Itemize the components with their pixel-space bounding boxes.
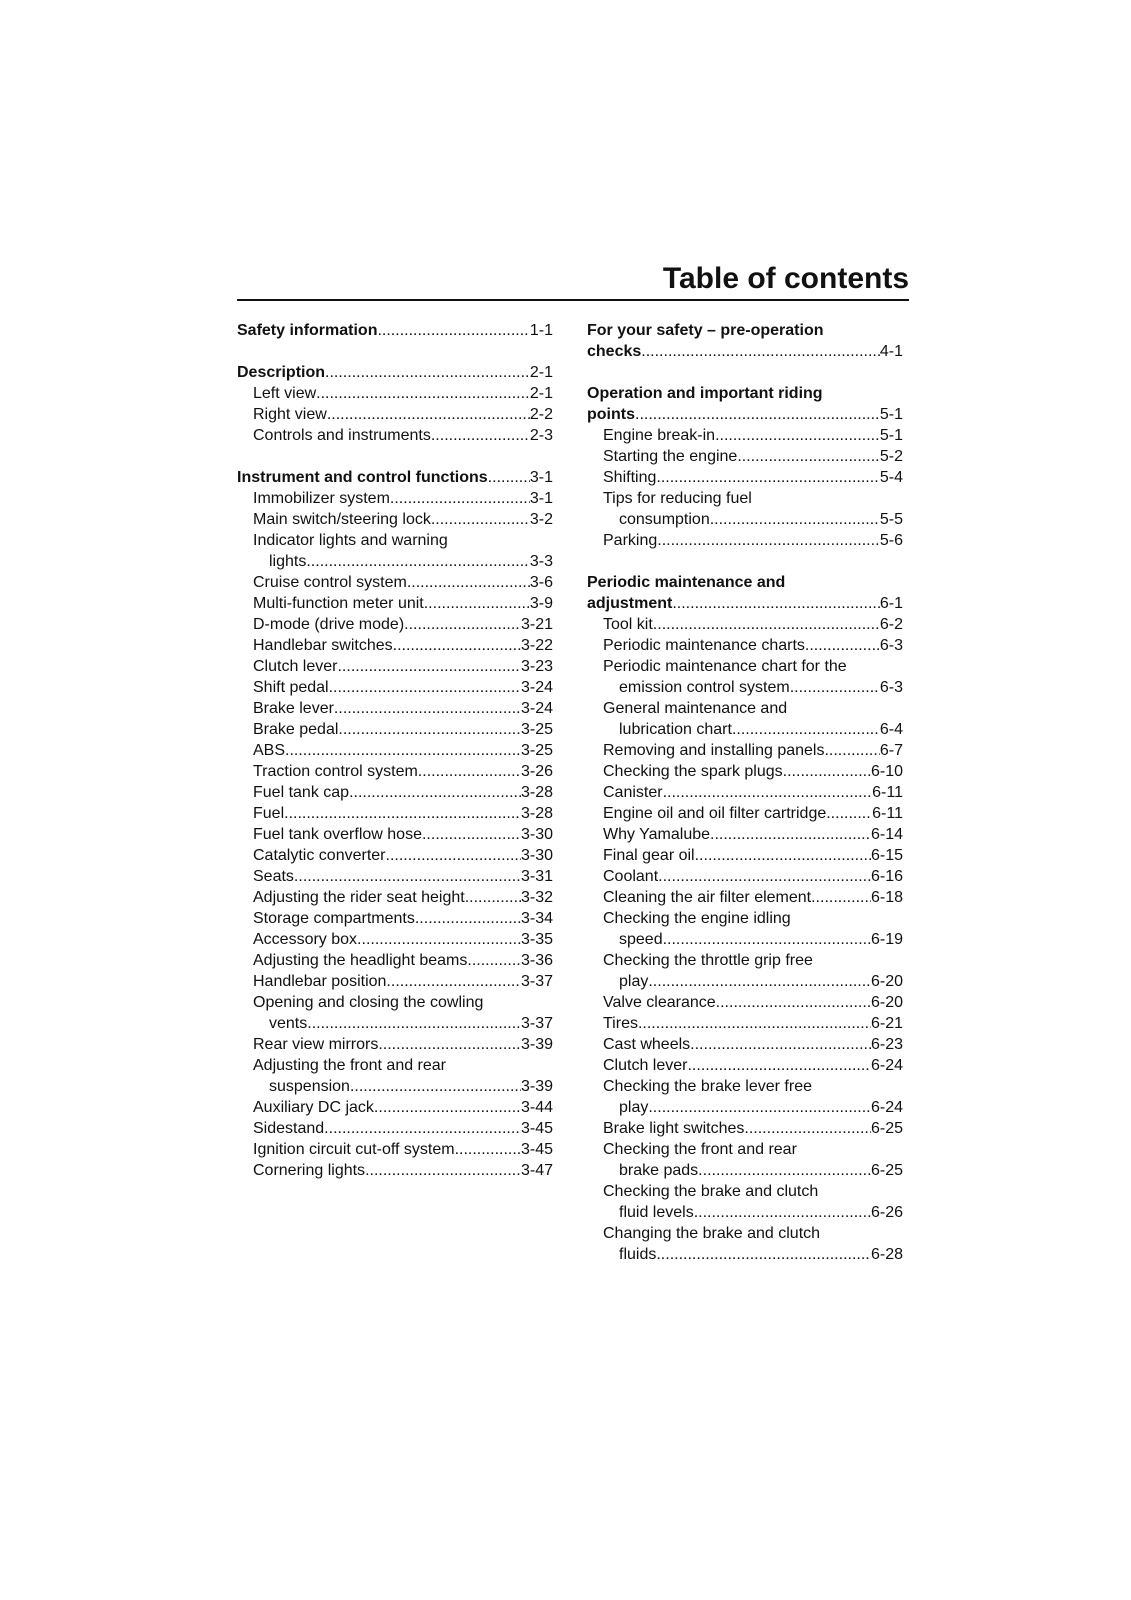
toc-entry-title: Storage compartments <box>253 910 415 927</box>
dot-leader <box>307 1013 521 1034</box>
toc-entry[interactable] <box>587 530 903 551</box>
toc-entry[interactable] <box>237 803 553 824</box>
toc-section-heading[interactable] <box>237 362 553 383</box>
dot-leader <box>407 572 530 593</box>
toc-entry[interactable] <box>237 593 553 614</box>
toc-entry-title: brake pads <box>619 1162 699 1179</box>
toc-entry-title: Checking the spark plugs <box>603 763 783 780</box>
toc-page-number: 6-20 <box>870 994 903 1011</box>
section-gap <box>587 362 903 383</box>
toc-entry-title: Immobilizer system <box>253 490 390 507</box>
dot-leader <box>732 719 880 740</box>
toc-section-heading[interactable] <box>237 467 553 488</box>
dot-leader <box>710 509 880 530</box>
toc-entry-title: adjustment <box>587 595 673 612</box>
toc-page-number: 4-1 <box>879 343 903 360</box>
toc-page-number: 3-23 <box>520 658 553 675</box>
toc-page-number: 6-24 <box>870 1057 903 1074</box>
toc-page-number: 6-4 <box>879 721 903 738</box>
toc-page-number: 3-6 <box>529 574 553 591</box>
dot-leader <box>737 446 880 467</box>
toc-entry[interactable] <box>237 1055 553 1097</box>
toc-page-number: 3-25 <box>520 721 553 738</box>
toc-entry[interactable] <box>237 677 553 698</box>
toc-entry-title: emission control system <box>619 679 790 696</box>
toc-page-number: 3-2 <box>529 511 553 528</box>
toc-entry[interactable] <box>587 803 903 824</box>
dot-leader <box>386 845 521 866</box>
toc-page-number: 6-7 <box>879 742 903 759</box>
toc-page-number: 6-10 <box>870 763 903 780</box>
toc-entry[interactable] <box>587 845 903 866</box>
toc-entry-title: Ignition circuit cut-off system <box>253 1141 455 1158</box>
toc-entry[interactable] <box>587 908 903 950</box>
dot-leader <box>657 530 880 551</box>
toc-entry-title: Left view <box>253 385 317 402</box>
dot-leader <box>415 908 521 929</box>
toc-entry-title: Main switch/steering lock <box>253 511 431 528</box>
dot-leader <box>641 341 880 362</box>
toc-entry-title: ABS <box>253 742 286 759</box>
dot-leader <box>386 971 521 992</box>
toc-entry[interactable] <box>237 929 553 950</box>
toc-entry-title: Coolant <box>603 868 659 885</box>
toc-entry[interactable] <box>587 635 903 656</box>
toc-entry[interactable] <box>587 1223 903 1265</box>
toc-entry-title: Indicator lights and warning <box>253 532 448 549</box>
toc-entry[interactable] <box>587 1181 903 1223</box>
toc-entry[interactable] <box>587 614 903 635</box>
dot-leader <box>357 929 521 950</box>
toc-entry-title: Tires <box>603 1015 638 1032</box>
toc-entry-title: fluid levels <box>619 1204 694 1221</box>
dot-leader <box>325 362 530 383</box>
section-gap <box>237 446 553 467</box>
dot-leader <box>377 320 529 341</box>
toc-entry-title: Why Yamalube <box>603 826 711 843</box>
toc-entry-title: Checking the throttle grip free <box>603 952 813 969</box>
toc-page-number: 3-37 <box>520 973 553 990</box>
toc-page-number: 3-9 <box>529 595 553 612</box>
toc-entry[interactable] <box>237 1097 553 1118</box>
dot-leader <box>404 614 521 635</box>
toc-entry-title: General maintenance and <box>603 700 788 717</box>
toc-page-number: 5-5 <box>879 511 903 528</box>
toc-entry[interactable] <box>237 509 553 530</box>
dot-leader <box>811 887 871 908</box>
toc-entry-title: Handlebar position <box>253 973 387 990</box>
toc-entry-title: Auxiliary DC jack <box>253 1099 374 1116</box>
dot-leader <box>783 761 871 782</box>
toc-entry-title: consumption <box>619 511 710 528</box>
toc-entry[interactable] <box>237 845 553 866</box>
toc-entry-title: Handlebar switches <box>253 637 393 654</box>
toc-entry-title: Checking the brake lever free <box>603 1078 812 1095</box>
toc-entry-title: Periodic maintenance charts <box>603 637 805 654</box>
toc-entry[interactable] <box>237 887 553 908</box>
toc-page-number: 6-25 <box>870 1120 903 1137</box>
dot-leader <box>635 404 880 425</box>
toc-page-number: 6-19 <box>870 931 903 948</box>
toc-page-number: 3-37 <box>520 1015 553 1032</box>
toc-entry[interactable] <box>587 887 903 908</box>
toc-page-number: 6-26 <box>870 1204 903 1221</box>
toc-entry[interactable] <box>237 1118 553 1139</box>
toc-page-number: 6-16 <box>870 868 903 885</box>
toc-entry[interactable] <box>237 614 553 635</box>
dot-leader <box>378 1034 521 1055</box>
toc-page-number: 2-1 <box>529 364 553 381</box>
toc-entry[interactable] <box>587 446 903 467</box>
dot-leader <box>334 698 521 719</box>
toc-entry-title: Engine oil and oil filter cartridge <box>603 805 827 822</box>
toc-entry[interactable] <box>237 824 553 845</box>
toc-entry-title: vents <box>269 1015 308 1032</box>
toc-entry-title: play <box>619 1099 649 1116</box>
toc-page-number: 5-1 <box>879 427 903 444</box>
toc-page-number: 6-18 <box>870 889 903 906</box>
toc-entry-title: Opening and closing the cowling <box>253 994 484 1011</box>
toc-entry[interactable] <box>587 824 903 845</box>
toc-page-number: 6-28 <box>870 1246 903 1263</box>
toc-page-number: 3-30 <box>520 826 553 843</box>
toc-entry-title: Adjusting the headlight beams <box>253 952 468 969</box>
toc-page-number: 3-32 <box>520 889 553 906</box>
toc-page-number: 3-39 <box>520 1078 553 1095</box>
dot-leader <box>716 992 871 1013</box>
toc-page-number: 3-24 <box>520 700 553 717</box>
toc-entry-title: Accessory box <box>253 931 358 948</box>
dot-leader <box>488 467 530 488</box>
toc-page-number: 5-6 <box>879 532 903 549</box>
toc-page-number: 6-20 <box>870 973 903 990</box>
dot-leader <box>698 1160 871 1181</box>
toc-entry[interactable] <box>587 782 903 803</box>
toc-entry[interactable] <box>237 572 553 593</box>
toc-page-number: 5-4 <box>879 469 903 486</box>
toc-entry[interactable] <box>587 950 903 992</box>
toc-entry-title: Cast wheels <box>603 1036 691 1053</box>
toc-entry-title: Starting the engine <box>603 448 738 465</box>
toc-page-number: 3-26 <box>520 763 553 780</box>
dot-leader <box>695 845 871 866</box>
page-title: Table of contents <box>662 262 909 295</box>
toc-page-number: 3-34 <box>520 910 553 927</box>
toc-page-number: 2-1 <box>529 385 553 402</box>
toc-page-number: 3-45 <box>520 1141 553 1158</box>
toc-entry[interactable] <box>587 1055 903 1076</box>
toc-page-number: 3-3 <box>529 553 553 570</box>
toc-entry[interactable] <box>237 383 553 404</box>
dot-leader <box>715 425 880 446</box>
toc-entry-title: Brake light switches <box>603 1120 745 1137</box>
dot-leader <box>422 824 521 845</box>
toc-entry-title: Catalytic converter <box>253 847 386 864</box>
dot-leader <box>365 1160 521 1181</box>
toc-entry[interactable] <box>237 740 553 761</box>
toc-entry[interactable] <box>237 1139 553 1160</box>
toc-entry[interactable] <box>587 1013 903 1034</box>
dot-leader <box>294 866 521 887</box>
toc-entry-title: Cruise control system <box>253 574 407 591</box>
toc-entry[interactable] <box>587 761 903 782</box>
toc-entry-title: Periodic maintenance and <box>587 574 786 591</box>
toc-entry-title: Multi-function meter unit <box>253 595 424 612</box>
dot-leader <box>431 425 530 446</box>
toc-entry-title: Parking <box>603 532 658 549</box>
toc-page-number: 6-2 <box>879 616 903 633</box>
toc-entry[interactable] <box>237 1160 553 1181</box>
toc-entry-title: Brake lever <box>253 700 334 717</box>
dot-leader <box>329 677 521 698</box>
dot-leader <box>663 929 871 950</box>
dot-leader <box>465 887 521 908</box>
toc-page-number: 6-11 <box>872 805 903 822</box>
toc-page-number: 3-25 <box>520 742 553 759</box>
dot-leader <box>656 1244 871 1265</box>
toc-page-number: 3-22 <box>520 637 553 654</box>
toc-entry-title: points <box>587 406 635 423</box>
toc-entry-title: Changing the brake and clutch <box>603 1225 821 1242</box>
dot-leader <box>710 824 871 845</box>
dot-leader <box>653 614 880 635</box>
toc-section-heading[interactable] <box>587 383 903 425</box>
toc-entry[interactable] <box>237 971 553 992</box>
dot-leader <box>648 1097 871 1118</box>
dot-leader <box>324 1118 521 1139</box>
toc-entry-title: Brake pedal <box>253 721 339 738</box>
dot-leader <box>744 1118 871 1139</box>
toc-page-number: 6-23 <box>870 1036 903 1053</box>
toc-page-number: 6-24 <box>870 1099 903 1116</box>
toc-entry-title: Controls and instruments <box>253 427 431 444</box>
dot-leader <box>285 740 521 761</box>
dot-leader <box>327 404 530 425</box>
toc-entry-title: speed <box>619 931 663 948</box>
toc-page-number: 6-11 <box>872 784 903 801</box>
dot-leader <box>424 593 530 614</box>
toc-entry[interactable] <box>237 698 553 719</box>
toc-entry-title: D-mode (drive mode) <box>253 616 405 633</box>
section-gap <box>587 551 903 572</box>
toc-entry[interactable] <box>237 425 553 446</box>
toc-right-column <box>587 320 903 1265</box>
dot-leader <box>455 1139 521 1160</box>
dot-leader <box>350 1076 521 1097</box>
dot-leader <box>672 593 880 614</box>
dot-leader <box>648 971 871 992</box>
toc-entry-title: Sidestand <box>253 1120 325 1137</box>
toc-entry-title: Engine break-in <box>603 427 716 444</box>
toc-entry-title: Removing and installing panels <box>603 742 825 759</box>
toc-entry-title: Cleaning the air filter element <box>603 889 812 906</box>
dot-leader <box>393 635 521 656</box>
toc-entry-title: Fuel tank overflow hose <box>253 826 422 843</box>
title-rule <box>237 299 909 301</box>
toc-entry-title: suspension <box>269 1078 350 1095</box>
toc-entry[interactable] <box>237 866 553 887</box>
toc-page-number: 6-3 <box>879 679 903 696</box>
toc-page-number: 6-14 <box>870 826 903 843</box>
dot-leader <box>805 635 880 656</box>
toc-page-number: 3-47 <box>520 1162 553 1179</box>
dot-leader <box>316 383 530 404</box>
toc-entry[interactable] <box>587 425 903 446</box>
toc-entry[interactable] <box>237 635 553 656</box>
dot-leader <box>656 467 880 488</box>
dot-leader <box>284 803 521 824</box>
toc-entry-title: lubrication chart <box>619 721 732 738</box>
dot-leader <box>694 1202 871 1223</box>
toc-entry-title: Canister <box>603 784 663 801</box>
toc-entry-title: play <box>619 973 649 990</box>
toc-page-number: 3-1 <box>529 469 553 486</box>
toc-entry-title: For your safety – pre-operation <box>587 322 824 339</box>
toc-page-number: 3-36 <box>520 952 553 969</box>
dot-leader <box>431 509 530 530</box>
toc-entry[interactable] <box>587 992 903 1013</box>
toc-entry-title: Safety information <box>237 322 378 339</box>
dot-leader <box>690 1034 871 1055</box>
toc-entry-title: Fuel tank cap <box>253 784 350 801</box>
toc-entry-title: Final gear oil <box>603 847 695 864</box>
toc-page-number: 2-2 <box>529 406 553 423</box>
toc-entry-title: Shift pedal <box>253 679 329 696</box>
toc-page-number: 3-30 <box>520 847 553 864</box>
toc-entry[interactable] <box>587 467 903 488</box>
toc-section-heading[interactable] <box>587 572 903 614</box>
toc-entry-title: Cornering lights <box>253 1162 366 1179</box>
toc-entry-title: Tool kit <box>603 616 653 633</box>
toc-entry-title: Traction control system <box>253 763 418 780</box>
dot-leader <box>349 782 521 803</box>
dot-leader <box>374 1097 521 1118</box>
toc-entry-title: Clutch lever <box>603 1057 688 1074</box>
toc-page-number: 1-1 <box>529 322 553 339</box>
toc-entry[interactable] <box>587 1034 903 1055</box>
toc-entry-title: Periodic maintenance chart for the <box>603 658 847 675</box>
toc-entry[interactable] <box>587 1139 903 1181</box>
dot-leader <box>824 740 879 761</box>
toc-entry-title: Checking the front and rear <box>603 1141 797 1158</box>
toc-entry[interactable] <box>587 656 903 698</box>
toc-entry-title: Adjusting the rider seat height <box>253 889 465 906</box>
toc-entry-title: Checking the engine idling <box>603 910 791 927</box>
toc-entry-title: Right view <box>253 406 327 423</box>
toc-entry[interactable] <box>237 488 553 509</box>
toc-entry[interactable] <box>587 740 903 761</box>
toc-entry[interactable] <box>587 1118 903 1139</box>
toc-entry-title: Rear view mirrors <box>253 1036 379 1053</box>
toc-entry[interactable] <box>237 404 553 425</box>
toc-page-number: 3-28 <box>520 805 553 822</box>
toc-entry[interactable] <box>587 866 903 887</box>
toc-page-number: 3-31 <box>520 868 553 885</box>
toc-entry[interactable] <box>237 656 553 677</box>
toc-page-number: 5-2 <box>879 448 903 465</box>
dot-leader <box>790 677 880 698</box>
toc-entry[interactable] <box>587 1076 903 1118</box>
toc-entry[interactable] <box>237 1034 553 1055</box>
dot-leader <box>337 656 520 677</box>
toc-page-number: 3-28 <box>520 784 553 801</box>
toc-page-number: 3-35 <box>520 931 553 948</box>
toc-page-number: 6-3 <box>879 637 903 654</box>
toc-page-number: 3-21 <box>520 616 553 633</box>
toc-page-number: 5-1 <box>879 406 903 423</box>
toc-entry-title: Valve clearance <box>603 994 716 1011</box>
dot-leader <box>306 551 530 572</box>
toc-entry[interactable] <box>237 719 553 740</box>
dot-leader <box>467 950 521 971</box>
toc-entry-title: lights <box>269 553 307 570</box>
toc-section-heading[interactable] <box>237 320 553 341</box>
dot-leader <box>826 803 872 824</box>
toc-entry[interactable] <box>237 761 553 782</box>
toc-entry[interactable] <box>587 698 903 740</box>
toc-entry[interactable] <box>237 992 553 1034</box>
toc-entry-title: Seats <box>253 868 294 885</box>
toc-entry-title: Description <box>237 364 326 381</box>
toc-entry-title: Fuel <box>253 805 285 822</box>
toc-entry-title: fluids <box>619 1246 657 1263</box>
toc-left-column <box>237 320 553 1181</box>
toc-entry-title: Instrument and control functions <box>237 469 488 486</box>
toc-page-number: 6-21 <box>870 1015 903 1032</box>
dot-leader <box>687 1055 870 1076</box>
dot-leader <box>658 866 871 887</box>
toc-page-number: 6-25 <box>870 1162 903 1179</box>
toc-page-number: 6-15 <box>870 847 903 864</box>
dot-leader <box>390 488 530 509</box>
dot-leader <box>338 719 521 740</box>
section-gap <box>237 341 553 362</box>
toc-entry[interactable] <box>587 488 903 530</box>
toc-entry-title: checks <box>587 343 642 360</box>
toc-page-number: 3-24 <box>520 679 553 696</box>
toc-entry-title: Clutch lever <box>253 658 338 675</box>
toc-page-number: 3-1 <box>529 490 553 507</box>
toc-entry-title: Shifting <box>603 469 657 486</box>
toc-page-number: 3-44 <box>520 1099 553 1116</box>
toc-entry[interactable] <box>237 950 553 971</box>
toc-section-heading[interactable] <box>587 320 903 362</box>
toc-entry[interactable] <box>237 530 553 572</box>
dot-leader <box>418 761 521 782</box>
toc-entry-title: Tips for reducing fuel <box>603 490 752 507</box>
toc-entry-title: Adjusting the front and rear <box>253 1057 447 1074</box>
dot-leader <box>638 1013 871 1034</box>
toc-entry-title: Operation and important riding <box>587 385 823 402</box>
toc-entry-title: Checking the brake and clutch <box>603 1183 819 1200</box>
toc-page-number: 6-1 <box>879 595 903 612</box>
toc-entry[interactable] <box>237 782 553 803</box>
toc-entry[interactable] <box>237 908 553 929</box>
toc-page-number: 3-45 <box>520 1120 553 1137</box>
toc-page-number: 3-39 <box>520 1036 553 1053</box>
toc-page-number: 2-3 <box>529 427 553 444</box>
dot-leader <box>663 782 873 803</box>
